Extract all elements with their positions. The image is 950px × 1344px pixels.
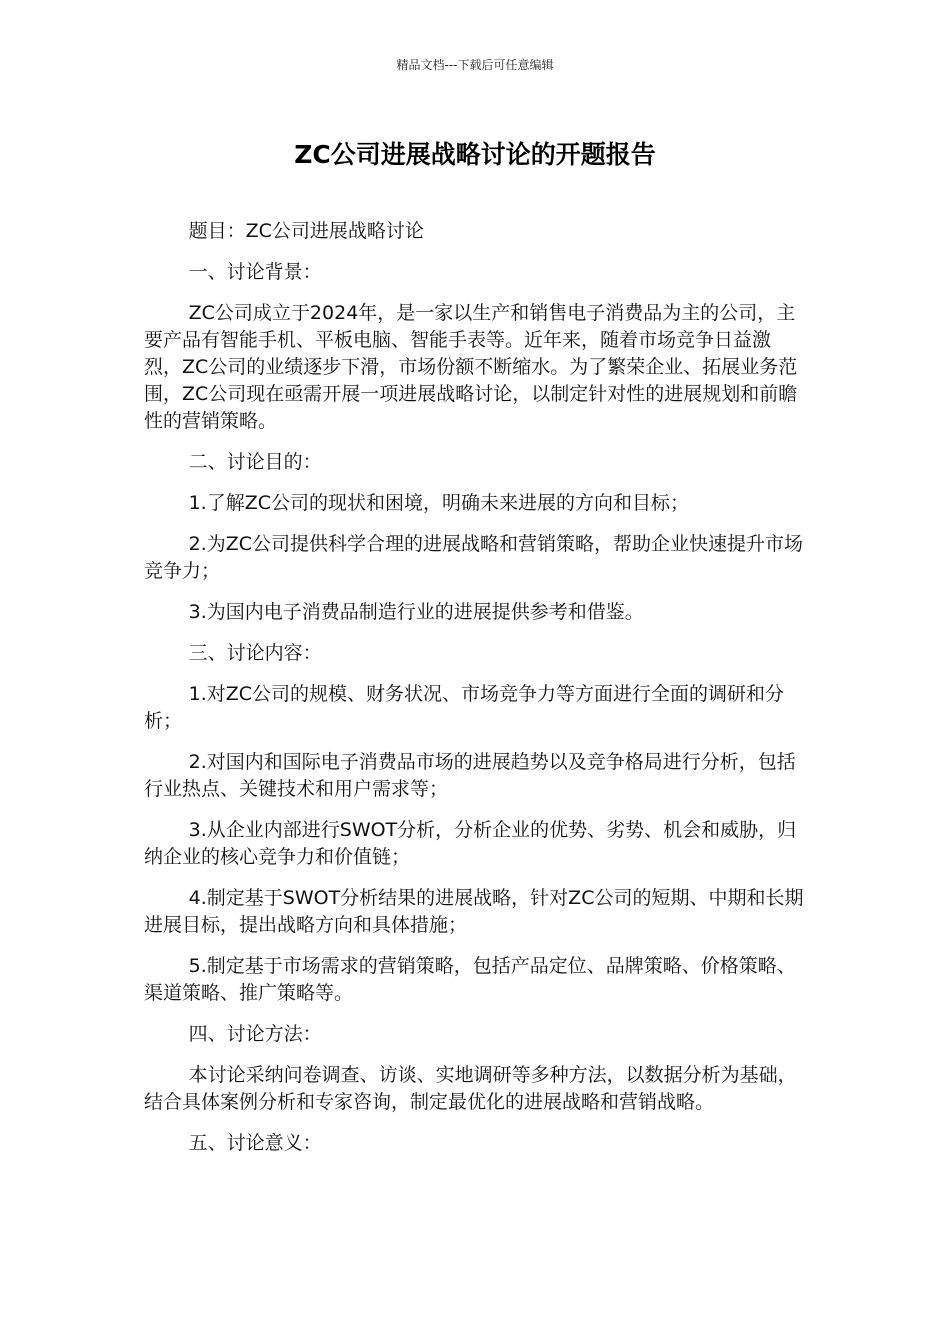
section-heading-purpose: 二、讨论目的： — [188, 451, 322, 473]
list-item-content-1: 1.对ZC公司的规模、财务状况、市场竞争力等方面进行全面的调研和分析； — [144, 683, 785, 732]
list-item-content-2: 2.对国内和国际电子消费品市场的进展趋势以及竞争格局进行分析，包括行业热点、关键技术和用户需求等； — [144, 751, 796, 800]
list-item-content-3: 3.从企业内部进行SWOT分析，分析企业的优势、劣势、机会和威胁，归纳企业的核心竞争力和价值链； — [144, 819, 797, 868]
list-item-purpose-1: 1.了解ZC公司的现状和困境，明确未来进展的方向和目标； — [188, 492, 690, 514]
list-item-content-4: 4.制定基于SWOT分析结果的进展战略，针对ZC公司的短期、中期和长期进展目标，提出战略方向和具体措施； — [144, 887, 804, 936]
document-body — [144, 218, 808, 1171]
section-heading-background: 一、讨论背景： — [188, 261, 322, 283]
list-item-content-5: 5.制定基于市场需求的营销策略，包括产品定位、品牌策略、价格策略、渠道策略、推广策略等。 — [144, 955, 796, 1004]
page-header: 精品文档---下载后可任意编辑 — [396, 58, 554, 72]
list-item-purpose-3: 3.为国内电子消费品制造行业的进展提供参考和借鉴。 — [188, 601, 644, 623]
section-heading-significance: 五、讨论意义： — [188, 1132, 322, 1154]
section-heading-method: 四、讨论方法： — [188, 1023, 322, 1045]
list-item-purpose-2: 2.为ZC公司提供科学合理的进展战略和营销策略，帮助企业快速提升市场竞争力； — [144, 533, 804, 582]
section-heading-content: 三、讨论内容： — [188, 642, 322, 664]
paragraph-method: 本讨论采纳问卷调查、访谈、实地调研等多种方法，以数据分析为基础，结合具体案例分析和专家咨询，制定最优化的进展战略和营销战略。 — [144, 1064, 797, 1113]
document-title: ZC公司进展战略讨论的开题报告 — [294, 140, 656, 169]
paragraph-background: ZC公司成立于2024年，是一家以生产和销售电子消费品为主的公司，主要产品有智能手机、平板电脑、智能手表等。近年来，随着市场竞争日益激烈，ZC公司的业绩逐步下滑，市场份额不断缩水。为了繁荣企业、拓展业务范围，ZC公司现在亟需开展一项进展战略讨论，以制定针对性的进展规划和前瞻性的营销策略。 — [144, 302, 798, 432]
paragraph-topic: 题目：ZC公司进展战略讨论 — [188, 220, 424, 242]
